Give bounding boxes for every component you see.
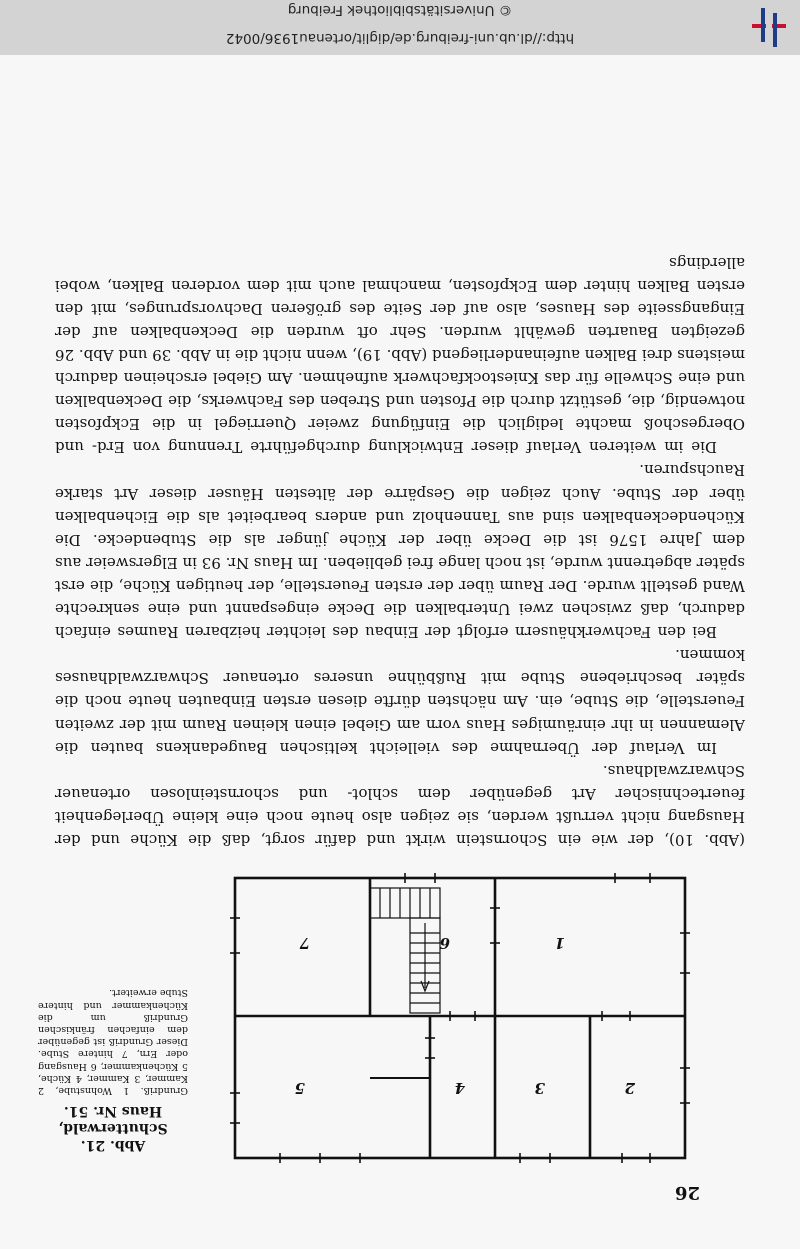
figure-caption [38, 986, 188, 1153]
paragraph: Bei den Fachwerkhäusern erfolgt der Einbau des leichter heizbaren Raumes einfach dadurch, daß zwischen zwei Unterbalken die Decke eingespannt und eine senkrechte Wand gestellt wurde. Der Raum über der ersten Feuerstelle, der heutigen Küche, die erst später abgetrennt wurde, ist noch lange frei geblieben. Im Haus Nr. 93 in Elgersweier aus dem Jahre 1576 ist die Decke über der Küche jünger als die Stubendecke. Die Küchendeckenbalken sind aus Tannenholz und anders bearbeitet als die Eichenbalken über der Stube. Auch zeigen die Gespärre der ältesten Häuser dieser Art starke Rauchspuren. [55, 461, 745, 642]
body-text [55, 251, 745, 851]
viewer-header [0, 0, 800, 55]
figure-title: Abb. 21. [80, 1137, 146, 1153]
paragraph: Die im weiteren Verlauf dieser Entwicklung durchgeführte Trennung von Erd- und Obergeschoß machte lediglich die Einfügung zweier Querriegel in die Eckpfosten notwendig, die, gestützt durch die Pfosten und Streben des Fachwerks, die Deckenbalken und eine Schwelle für das Kniestockfachwerk aufnehmen. Am Giebel erscheinen dadurch meistens drei Balken aufeinanderliegend (Abb. 19), wenn nicht die in Abb. 39 und Abb. 26 gezeigten Bauarten gewählt wurden. Sehr oft wurden die Deckenbalken auf der Eingangsseite des Hauses, also auf der Seite des größeren Dachvorsprunges, mit den ersten Balken hinter dem Eckpfosten, manchmal auch mit dem vorderen Balken, wobei allerdings [55, 253, 745, 457]
page-number: 26 [674, 1182, 700, 1203]
room-label-7: 7 [299, 934, 310, 952]
paragraph: Im Verlauf der Übernahme des vielleicht keltischen Baugedankens bauten die Alemannen in ihr einräumiges Haus vorn am Giebel einen kleinen Raum mit der zweiten Feuerstelle, die Stube, ein. Am nächsten dürfte diesen ersten Einbauten heute noch die später beschriebene Stube mit Rußbühne unseres ortenauer Schwarzwaldhauses kommen. [55, 646, 745, 757]
scanned-page [0, 55, 800, 1249]
room-label-1: 1 [554, 934, 565, 952]
paragraph: (Abb. 10), der wie ein Schornstein wirkt und dafür sorgt, daß die Küche und der Hausgang nicht verrußt werden, sie zeigen also heute noch eine kleine Überlegenheit feuertechnischer Art gegenüber dem schlot- und schornsteinlosen ortenauer Schwarzwaldhaus. [55, 761, 745, 849]
room-label-2: 2 [624, 1079, 635, 1097]
library-logo-icon [748, 5, 790, 47]
room-label-4: 4 [454, 1079, 465, 1097]
floor-plan-figure [230, 873, 690, 1163]
room-label-6: 6 [439, 934, 450, 952]
page-content [0, 55, 800, 1249]
figure-subtitle: Schutterwald, Haus Nr. 51. [58, 1103, 168, 1136]
copyright-text: © Universitätsbibliothek Freiburg [287, 2, 513, 18]
source-url-link[interactable]: http://dl.ub.uni-freiburg.de/diglit/ortenau1936/0042 [225, 30, 575, 46]
figure-legend: Grundriß. 1 Wohnstube, 2 Kammer, 3 Kammer, 4 Küche, 5 Küchenkammer, 6 Hausgang oder Ern, 7 hintere Stube. Dieser Grundriß ist gegenüber dem einfachen fränkischen Grundriß um die Küchenkammer und hintere Stube erweitert. [38, 987, 188, 1096]
room-label-5: 5 [294, 1079, 305, 1097]
room-label-3: 3 [534, 1079, 545, 1097]
